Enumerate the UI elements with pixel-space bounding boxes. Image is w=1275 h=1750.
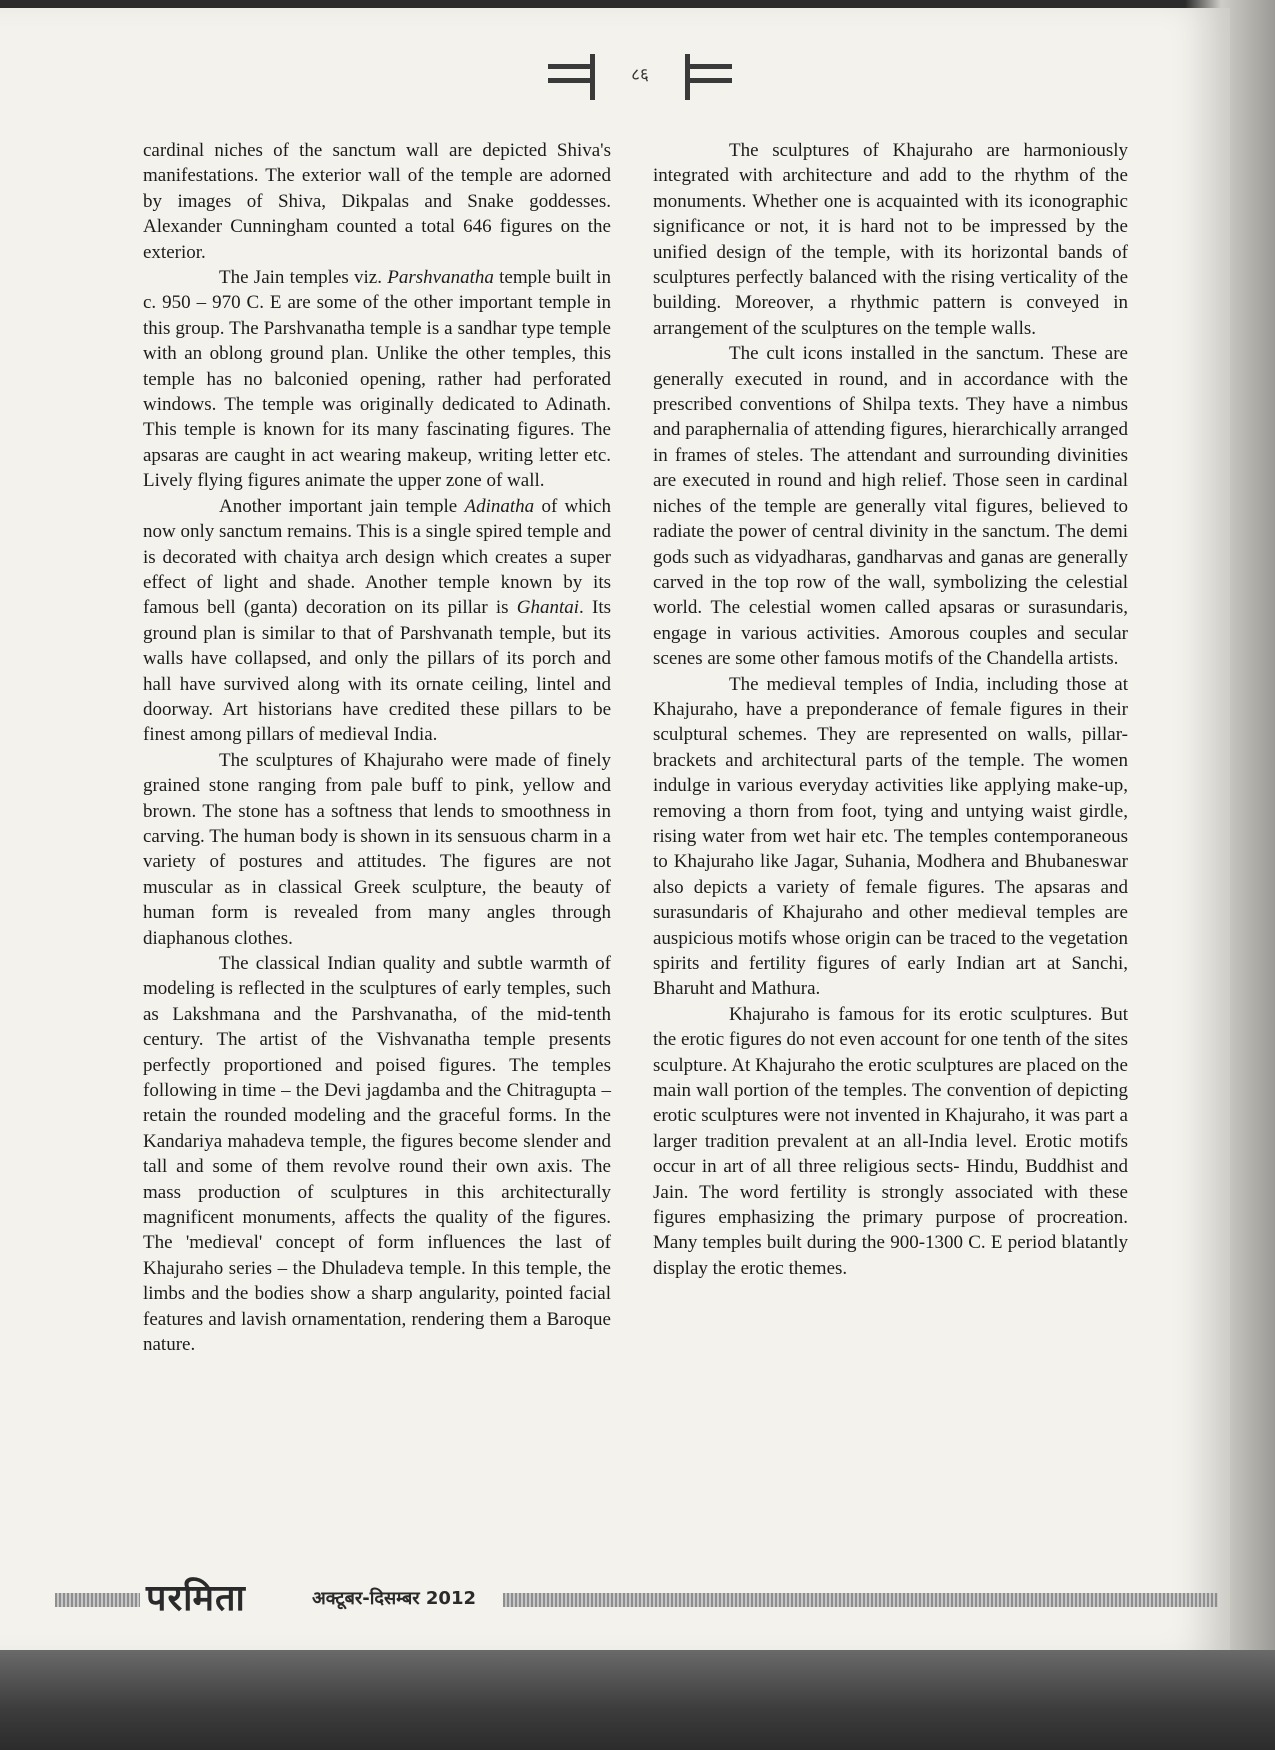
left-paragraph-3: Another important jain temple Adinatha of which now only sanctum remains. This is a single spired temple and is decorated with chaitya arch design which creates a super effect of light and shade. Another temple known by its famous bell (ganta) decoration on its pillar is Ghantai. Its ground plan is similar to that of Parshvanath temple, but its walls have collapsed, and only the pillars of its porch and hall have survived along with its ornate ceiling, lintel and doorway. Art historians have credited these pillars to be finest among pillars of medieval India. [143,495,611,746]
page-header [540,52,740,104]
scan-bottom-shadow [0,1650,1275,1750]
right-paragraph-1: The sculptures of Khajuraho are harmoniously integrated with architecture and add to the rhythm of the monuments. Whether one is acquainted with its iconographic significance or not, it is hard not to be impressed by the unified design of the temple, with its horizontal bands of sculptures perfectly balanced with the rising verticality of the building. Moreover, a rhythmic pattern is conveyed in arrangement of the sculptures on the temple walls. [653,140,1128,339]
issue-date: अक्टूबर-दिसम्बर 2012 [312,1588,476,1609]
left-paragraph-5: The classical Indian quality and subtle warmth of modeling is reflected in the sculptures of early temples, such as Lakshmana and the Parshvanatha, of the mid-tenth century. The artist of the Vishvanatha temple presents perfectly proportioned and poised figures. The temples following in time – the Devi jagdamba and the Chitragupta – retain the rounded modeling and the graceful forms. In the Kandariya mahadeva temple, the figures become slender and tall and some of them revolve round their own axis. The mass production of sculptures in this architecturally magnificent monuments, affects the quality of the figures. The 'medieval' concept of form influences the last of Khajuraho series – the Dhuladeva temple. In this temple, the limbs and the bodies show a sharp angularity, pointed facial features and lavish ornamentation, rendering them a Baroque nature. [143,953,611,1356]
magazine-title: परमिता [146,1578,246,1619]
left-column [143,138,611,1358]
right-column [653,138,1128,1281]
right-paragraph-3: The medieval temples of India, including those at Khajuraho, have a preponderance of female figures in their sculptural schemes. They are represented on walls, pillar-brackets and architectural parts of the temple. The women indulge in various everyday activities like applying make-up, removing a thorn from foot, tying and untying waist girdle, rising water from wet hair etc. The temples contemporaneous to Khajuraho like Jagar, Suhania, Modhera and Bhubaneswar also depicts a variety of female figures. The apsaras and surasundaris of Khajuraho and other medieval temples are auspicious motifs whose origin can be traced to the vegetation spirits and fertility figures of early Indian art at Sanchi, Bharuht and Mathura. [653,673,1128,1000]
page-footer [0,1576,1230,1622]
left-paragraph-1: cardinal niches of the sanctum wall are depicted Shiva's manifestations. The exterior wall of the temple are adorned by images of Shiva, Dikpalas and Snake goddesses. Alexander Cunningham counted a total 646 figures on the exterior. [143,140,611,263]
right-paragraph-4: Khajuraho is famous for its erotic sculptures. But the erotic figures do not even account for one tenth of the sites sculpture. At Khajuraho the erotic sculptures are placed on the main wall portion of the temples. The convention of depicting erotic sculptures were not invented in Khajuraho, it was part a larger tradition prevalent at an all-India level. Erotic motifs occur in art of all three religious sects- Hindu, Buddhist and Jain. The word fertility is strongly associated with these figures emphasizing the primary purpose of procreation. Many temples built during the 900-1300 C. E period blatantly display the erotic themes. [653,1003,1128,1279]
left-paragraph-2: The Jain temples viz. Parshvanatha temple built in c. 950 – 970 C. E are some of the other important temple in this group. The Parshvanatha temple is a sandhar type temple with an oblong ground plan. Unlike the other temples, this temple has no balconied opening, rather had perforated windows. The temple was originally dedicated to Adinath. This temple is known for its many fascinating figures. The apsaras are caught in act wearing makeup, writing letter etc. Lively flying figures animate the upper zone of wall. [143,267,611,492]
page-number: ८६ [631,65,649,85]
footer-rule-left [55,1593,140,1607]
left-paragraph-4: The sculptures of Khajuraho were made of finely grained stone ranging from pale buff to pink, yellow and brown. The stone has a softness that lends to smoothness in carving. The human body is shown in its sensuous charm in a variety of postures and attitudes. The figures are not muscular as in classical Greek sculpture, the beauty of human form is revealed from many angles through diaphanous clothes. [143,749,611,949]
right-paragraph-2: The cult icons installed in the sanctum. These are generally executed in round, and in accordance with the prescribed conventions of Shilpa texts. They have a nimbus and paraphernalia of attending figures, hierarchically arranged in frames of steles. The attendant and surrounding divinities are executed in round and high relief. Those seen in cardinal niches of the temple are generally vital figures, believed to radiate the power of central divinity in the sanctum. The demi gods such as vidyadharas, gandharvas and ganas are generally carved in the top row of the wall, symbolizing the celestial world. The celestial women called apsaras or surasundaris, engage in various activities. Amorous couples and secular scenes are some other famous motifs of the Chandella artists. [653,343,1128,670]
magazine-page [0,8,1230,1653]
footer-rule-right [503,1593,1218,1607]
